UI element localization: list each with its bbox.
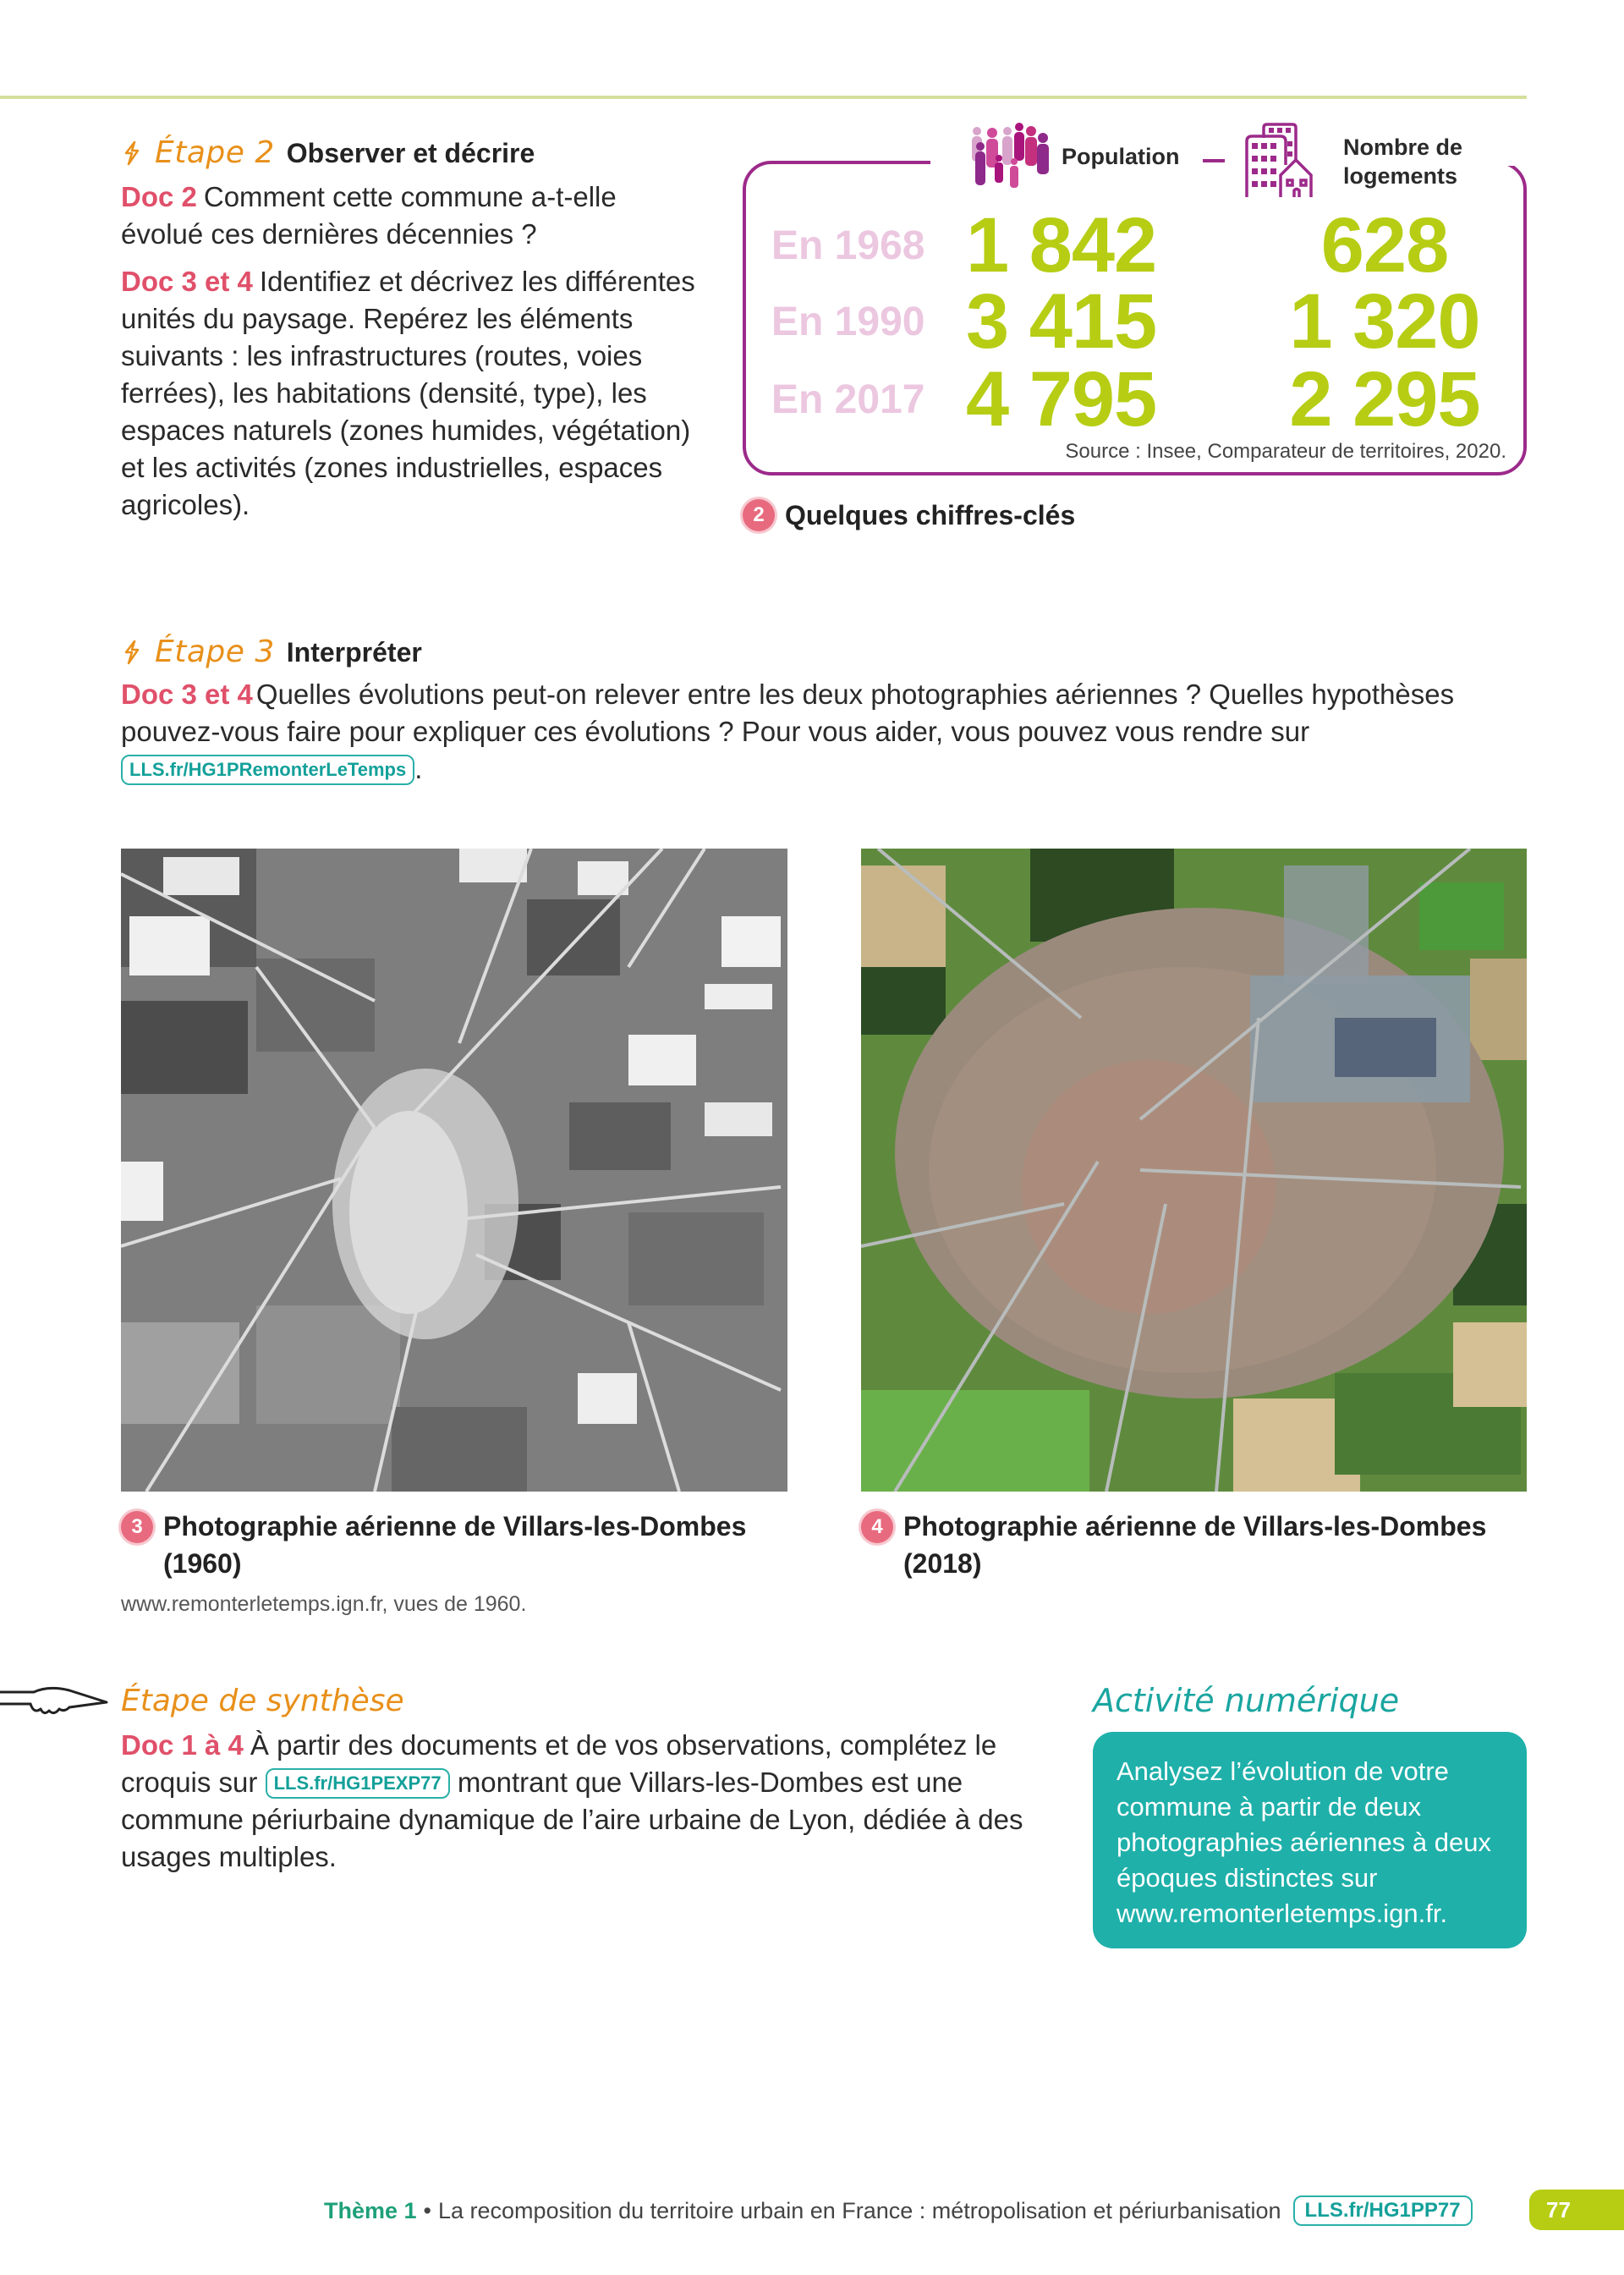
doc3-caption	[121, 1508, 815, 1582]
doc-number-badge: 4	[861, 1511, 893, 1543]
synthese-paragraph: Doc 1 à 4 À partir des documents et de vos observations, complétez le croquis sur LLS.fr/HG1PEXP77 montrant que Villars-les-Dombes est une commune périurbaine dynamique de l’aire urbaine de Lyon, dédiée à des usages multiples.	[121, 1729, 1023, 1872]
etape2-label: Étape 2	[155, 135, 275, 170]
row-population: 3 415	[966, 278, 1157, 365]
footer-text: La recomposition du territoire urbain en France : métropolisation et périurbanisation	[438, 2197, 1281, 2223]
aerial-photo-2018	[861, 849, 1527, 1492]
doc-number-badge: 3	[121, 1511, 153, 1543]
header-right-cap	[1487, 156, 1507, 166]
etape3-title: Interpréter	[286, 637, 422, 668]
row-population: 1 842	[966, 202, 1157, 288]
footer-theme: Thème 1	[324, 2197, 417, 2223]
etape2-section	[121, 135, 705, 524]
etape2-paragraph-1: Doc 2 Comment cette commune a-t-elle évolué ces dernières décennies ?	[121, 181, 617, 250]
aerial-photo-2018-image	[861, 849, 1527, 1492]
stats-row-1990	[771, 278, 1524, 366]
remonter-le-temps-link[interactable]: LLS.fr/HG1PRemonterLeTemps	[121, 755, 414, 785]
page-number: 77	[1546, 2196, 1571, 2223]
stats-source: Source : Insee, Comparateur de territoires, 2020.	[1065, 440, 1506, 463]
synthese-label: Étape de synthèse	[121, 1684, 404, 1718]
population-label: Population	[1062, 144, 1180, 169]
activite-numerique-text: Analysez l’évolution de votre commune à partir de deux photographies aériennes à deux époques distinctes sur www.remonterletemps.ign.fr.	[1116, 1756, 1491, 1928]
logements-column-header	[1243, 123, 1462, 201]
croquis-link[interactable]: LLS.fr/HG1PEXP77	[266, 1768, 450, 1799]
page-number-tab	[1529, 2190, 1624, 2230]
row-logements: 2 295	[1289, 356, 1480, 442]
row-logements: 1 320	[1289, 278, 1480, 365]
doc-number-badge: 2	[743, 499, 775, 531]
logements-label-2: logements	[1343, 163, 1458, 189]
etape3-label: Étape 3	[155, 635, 275, 669]
doc-ref: Doc 1 à 4	[121, 1729, 244, 1761]
doc4-caption-line2: (2018)	[903, 1548, 982, 1579]
stats-row-2017	[771, 355, 1524, 444]
activite-numerique-box	[1093, 1732, 1527, 1948]
doc2-caption	[743, 497, 1075, 534]
etape2-paragraph-2: Doc 3 et 4 Identifiez et décrivez les différentes unités du paysage. Repérez les éléments suivants : les infrastructures (routes, voies ferrées), les habitations (densité, type), les espaces naturels (zones humides, végétation) et les activités (zones industrielles, espaces agricoles).	[121, 266, 695, 520]
footer-link[interactable]: LLS.fr/HG1PP77	[1293, 2195, 1473, 2226]
doc4-caption-line1: Photographie aérienne de Villars-les-Dombes	[903, 1511, 1487, 1541]
etape2-heading	[121, 135, 705, 170]
page-footer	[324, 2195, 1473, 2226]
row-year: En 1968	[771, 223, 925, 268]
activite-numerique-title: Activité numérique	[1093, 1682, 1400, 1719]
row-population: 4 795	[966, 356, 1157, 442]
etape2-title: Observer et décrire	[286, 138, 535, 168]
top-rule	[0, 96, 1527, 99]
row-year: En 1990	[771, 299, 925, 344]
buildings-house-icon	[1243, 123, 1316, 201]
doc-ref: Doc 3 et 4	[121, 679, 253, 710]
row-logements: 628	[1320, 202, 1449, 288]
people-icon	[967, 123, 1051, 190]
doc-ref: Doc 3 et 4	[121, 266, 253, 297]
footer-separator: •	[423, 2197, 431, 2223]
population-column-header	[967, 123, 1179, 190]
doc3-credit: www.remonterletemps.ign.fr, vues de 1960.	[121, 1592, 527, 1616]
logements-label-1: Nombre de	[1343, 135, 1463, 160]
doc-ref: Doc 2	[121, 181, 197, 212]
etape3-section	[121, 635, 1474, 788]
doc3-caption-line2: (1960)	[163, 1548, 242, 1579]
lightning-icon	[121, 640, 143, 665]
pointing-hand-icon	[0, 1684, 112, 1719]
header-dash	[1203, 159, 1225, 162]
lightning-icon	[121, 140, 143, 166]
doc2-caption-text: Quelques chiffres-clés	[785, 500, 1076, 530]
doc3-caption-line1: Photographie aérienne de Villars-les-Dombes	[163, 1511, 747, 1541]
doc4-caption	[861, 1508, 1538, 1582]
synthese-section	[121, 1684, 1034, 1876]
aerial-photo-1960-image	[121, 849, 787, 1492]
etape3-heading	[121, 635, 1474, 669]
aerial-photo-1960	[121, 849, 787, 1492]
row-year: En 2017	[771, 377, 925, 422]
etape3-paragraph: Doc 3 et 4 Quelles évolutions peut-on relever entre les deux photographies aériennes ? Quelles hypothèses pouvez-vous faire pour expliquer ces évolutions ? Pour vous aider, vous pouvez vous rendre sur LLS.fr/HG1PRemonterLeTemps .	[121, 679, 1455, 784]
